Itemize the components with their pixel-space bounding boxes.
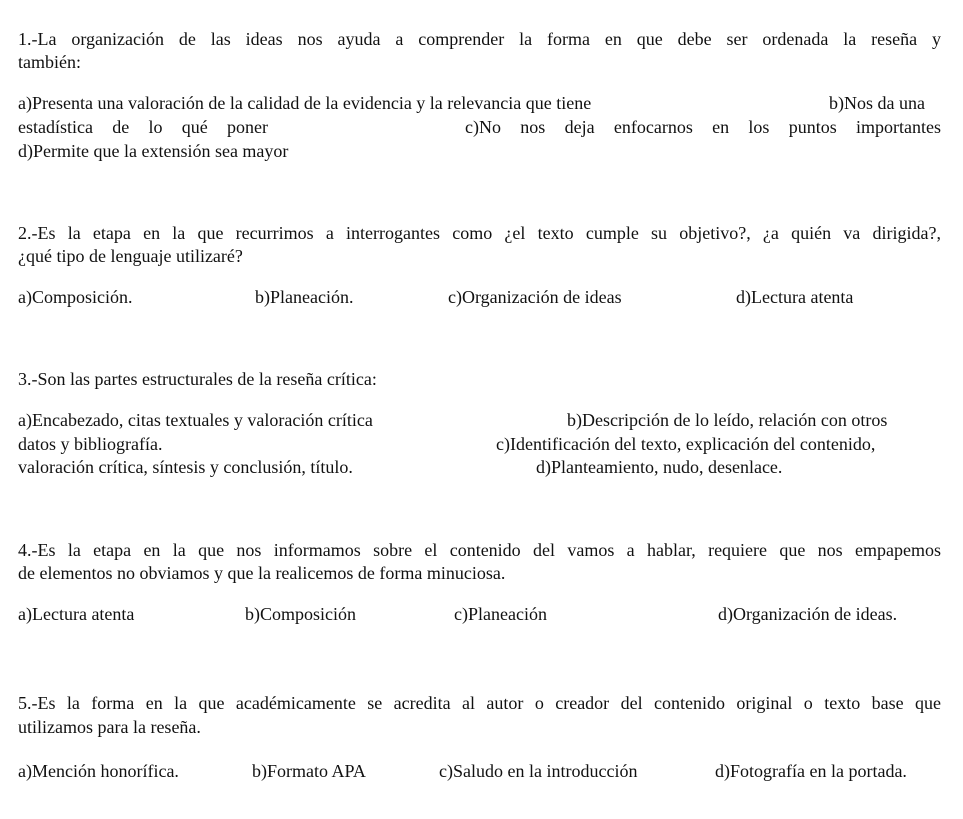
question-1-option-d[interactable]: d)Permite que la extensión sea mayor (18, 141, 289, 161)
question-3-option-c-end[interactable]: valoración crítica, síntesis y conclusión, título. (18, 457, 353, 477)
question-4-option-d[interactable]: d)Organización de ideas. (718, 604, 898, 624)
question-5-stem-line-2: utilizamos para la reseña. (18, 717, 201, 737)
question-4-option-b[interactable]: b)Composición (245, 604, 356, 624)
question-2-option-a[interactable]: a)Composición. (18, 287, 133, 307)
question-4-option-a[interactable]: a)Lectura atenta (18, 604, 135, 624)
question-4-stem-line-2: de elementos no obviamos y que la realicemos de forma minuciosa. (18, 563, 506, 583)
question-2-option-b[interactable]: b)Planeación. (255, 287, 354, 307)
question-2-option-d[interactable]: d)Lectura atenta (736, 287, 854, 307)
question-5-option-a[interactable]: a)Mención honorífica. (18, 761, 179, 781)
question-1-stem-line-2: también: (18, 52, 81, 72)
question-4-option-c[interactable]: c)Planeación (454, 604, 547, 624)
question-1-option-a[interactable]: a)Presenta una valoración de la calidad de la evidencia y la relevancia que tiene (18, 93, 592, 113)
question-5-option-d[interactable]: d)Fotografía en la portada. (715, 761, 907, 781)
question-3-option-c-start[interactable]: c)Identificación del texto, explicación del contenido, (496, 434, 876, 454)
question-4-stem-line-1: 4.-Es la etapa en la que nos informamos sobre el contenido del vamos a hablar, requiere que nos empapemos (18, 540, 941, 560)
question-2-option-c[interactable]: c)Organización de ideas (448, 287, 622, 307)
question-1-stem-line-1: 1.-La organización de las ideas nos ayuda a comprender la forma en que debe ser ordenada la reseña y (18, 29, 941, 49)
question-5-stem-line-1: 5.-Es la forma en la que académicamente se acredita al autor o creador del contenido original o texto base que (18, 693, 941, 713)
question-3-option-b-end[interactable]: datos y bibliografía. (18, 434, 163, 454)
question-3-stem-line-1: 3.-Son las partes estructurales de la reseña crítica: (18, 369, 377, 389)
question-5-option-b[interactable]: b)Formato APA (252, 761, 366, 781)
question-3-option-d[interactable]: d)Planteamiento, nudo, desenlace. (536, 457, 783, 477)
question-2-stem-line-2: ¿qué tipo de lenguaje utilizaré? (18, 246, 243, 266)
question-3-option-a[interactable]: a)Encabezado, citas textuales y valoración crítica (18, 410, 373, 430)
question-3-option-b-start[interactable]: b)Descripción de lo leído, relación con otros (567, 410, 888, 430)
question-1-option-c[interactable]: c)No nos deja enfocarnos en los puntos importantes (465, 117, 941, 137)
question-5-option-c[interactable]: c)Saludo en la introducción (439, 761, 638, 781)
question-1-option-b-start[interactable]: b)Nos da una (829, 93, 925, 113)
question-2-stem-line-1: 2.-Es la etapa en la que recurrimos a interrogantes como ¿el texto cumple su objetivo?, ¿a quién va dirigida?, (18, 223, 941, 243)
question-1-option-b-end[interactable]: estadística de lo qué poner (18, 117, 268, 137)
